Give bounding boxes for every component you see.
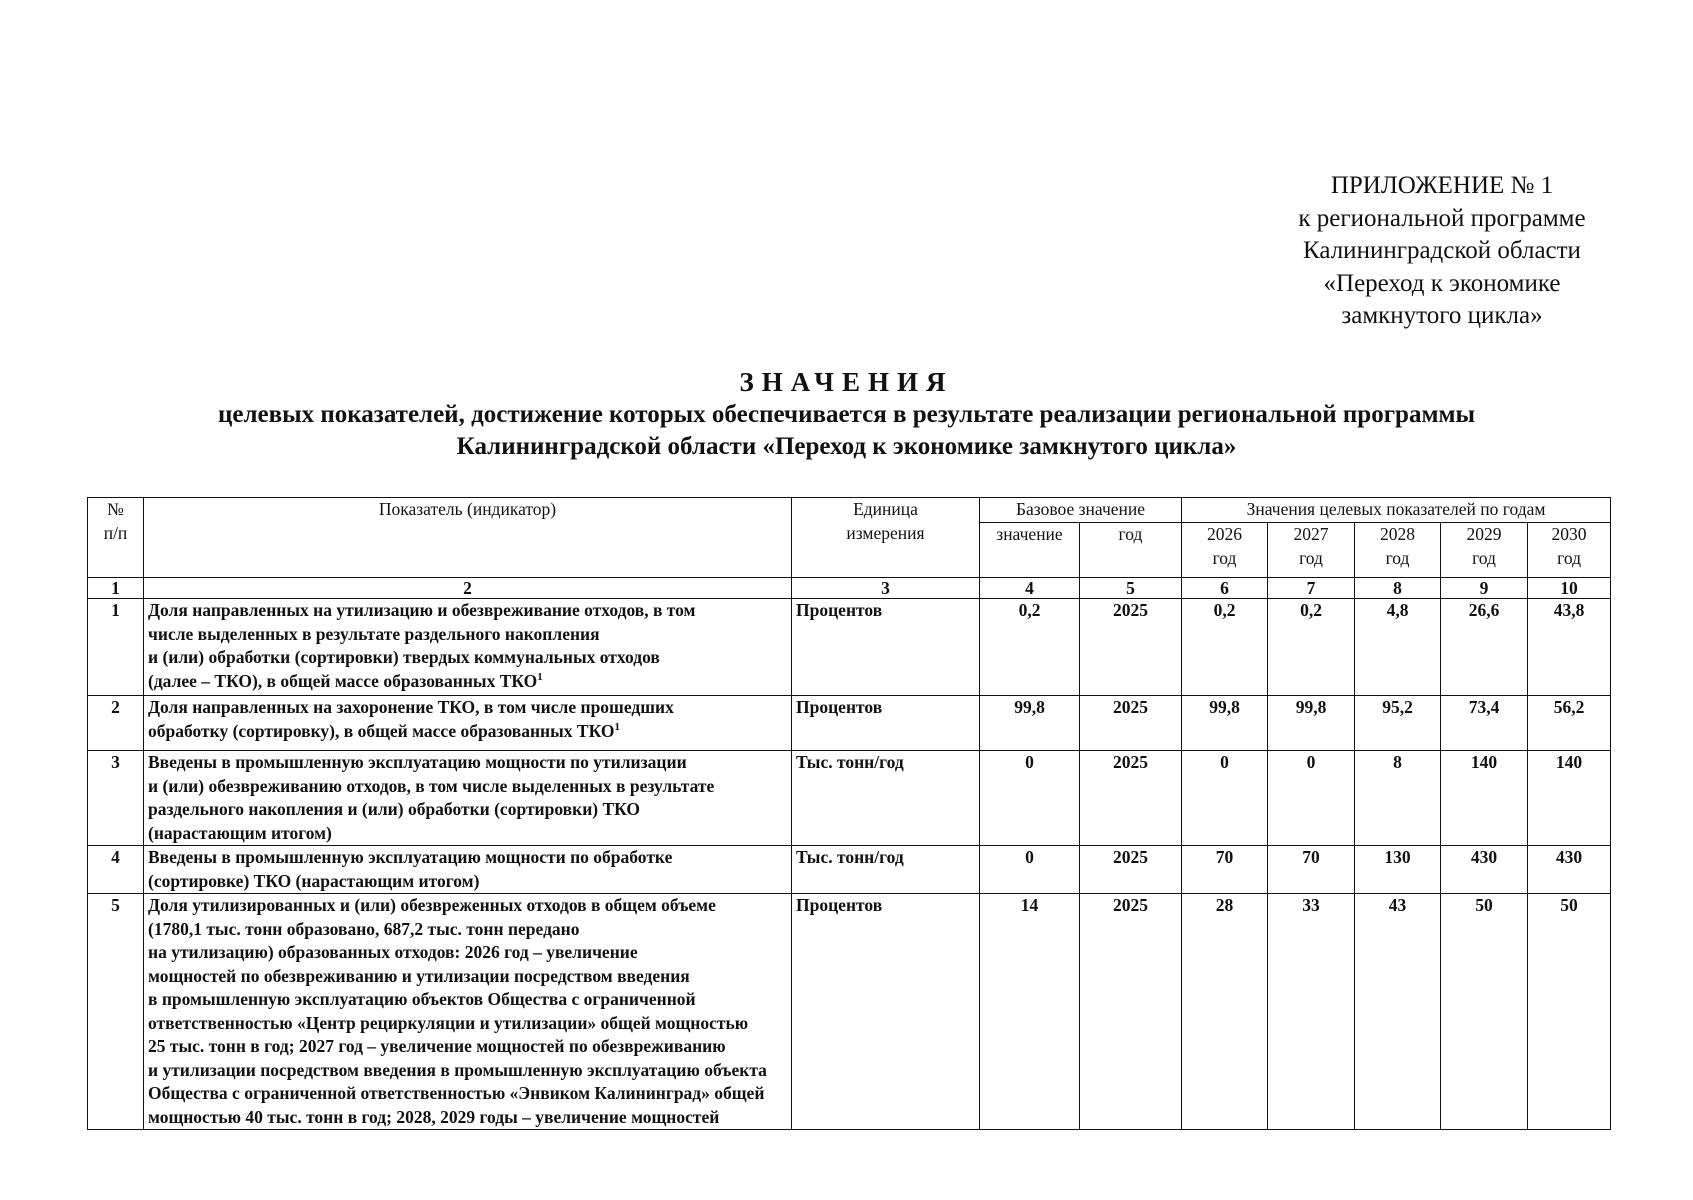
indicator-line-text: в промышленную эксплуатацию объектов Общества с ограниченной [148, 989, 696, 1009]
header-number-line: п/п [103, 522, 128, 543]
header-year-suffix: год [1557, 547, 1581, 568]
target-value-cell: 70 [1268, 846, 1355, 894]
column-number: 6 [1182, 578, 1268, 599]
unit-cell: Процентов [792, 599, 980, 696]
indicators-table [87, 497, 1611, 1130]
base-year-cell: 2025 [1080, 696, 1182, 751]
indicator-line [148, 941, 787, 965]
appendix-heading [1222, 170, 1662, 333]
indicator-line-text: раздельного накопления и (или) обработки (сортировки) ТКО [148, 799, 641, 819]
header-number [88, 498, 144, 578]
column-number: 1 [88, 578, 144, 599]
indicator-line-text: Введены в промышленную эксплуатацию мощности по обработке [148, 847, 673, 867]
header-year [1182, 523, 1268, 578]
header-year [1441, 523, 1528, 578]
unit-cell: Процентов [792, 894, 980, 1130]
header-year [1268, 523, 1355, 578]
header-year-number: 2026 [1207, 524, 1243, 544]
target-value-cell: 0 [1268, 751, 1355, 846]
appendix-line: «Переход к экономике [1323, 269, 1561, 297]
column-number: 5 [1080, 578, 1182, 599]
table-row [88, 846, 1611, 894]
title-subtitle: целевых показателей, достижение которых обеспечивается в результате реализации региональной программы [217, 401, 1476, 428]
target-value-cell: 0,2 [1268, 599, 1355, 696]
unit-cell: Процентов [792, 696, 980, 751]
column-number: 4 [980, 578, 1080, 599]
target-value-cell: 50 [1528, 894, 1611, 1130]
header-year-number: 2027 [1293, 524, 1329, 544]
table-header [88, 498, 1611, 599]
header-base-year: год [1080, 523, 1182, 578]
indicator-line-text: на утилизацию) образованных отходов: 2026 год – увеличение [148, 942, 638, 962]
header-unit [792, 498, 980, 578]
target-value-cell: 4,8 [1355, 599, 1441, 696]
table-row [88, 751, 1611, 846]
indicator-line-text: мощностью 40 тыс. тонн в год; 2028, 2029 годы – увеличение мощностей [148, 1106, 720, 1127]
row-number: 5 [88, 894, 144, 1130]
target-value-cell: 43 [1355, 894, 1441, 1130]
indicator-line-text: мощностей по обезвреживанию и утилизации посредством введения [148, 965, 690, 986]
row-number: 3 [88, 751, 144, 846]
target-value-cell: 8 [1355, 751, 1441, 846]
base-value-cell: 14 [980, 894, 1080, 1130]
base-year-cell: 2025 [1080, 846, 1182, 894]
target-value-cell: 0,2 [1182, 599, 1268, 696]
header-year-number: 2030 [1551, 524, 1587, 544]
target-value-cell: 99,8 [1182, 696, 1268, 751]
indicator-line-text: и (или) обработки (сортировки) твердых коммунальных отходов [148, 647, 660, 667]
indicator-name [144, 696, 792, 751]
indicator-line [148, 646, 787, 670]
column-number: 3 [792, 578, 980, 599]
base-value-cell: 0 [980, 846, 1080, 894]
row-number: 2 [88, 696, 144, 751]
header-year-number: 2029 [1466, 524, 1502, 544]
target-value-cell: 43,8 [1528, 599, 1611, 696]
table-row [88, 894, 1611, 1130]
header-indicator: Показатель (индикатор) [144, 498, 792, 578]
indicator-line-text: Доля направленных на утилизацию и обезвреживание отходов, в том [148, 600, 696, 620]
header-year-number: 2028 [1380, 524, 1416, 544]
row-number: 1 [88, 599, 144, 696]
target-value-cell: 95,2 [1355, 696, 1441, 751]
document-title [0, 365, 1693, 463]
title-main: ЗНАЧЕНИЯ [739, 367, 954, 397]
title-subtitle: Калининградской области «Переход к экономике замкнутого цикла» [456, 433, 1237, 460]
column-number: 8 [1355, 578, 1441, 599]
indicator-name [144, 599, 792, 696]
header-targets-group: Значения целевых показателей по годам [1182, 498, 1611, 523]
target-value-cell: 26,6 [1441, 599, 1528, 696]
target-value-cell: 28 [1182, 894, 1268, 1130]
appendix-line: Калининградской области [1303, 237, 1581, 264]
header-base-value: значение [980, 523, 1080, 578]
indicator-line-text: и утилизации посредством введения в промышленную эксплуатацию объекта [148, 1059, 767, 1080]
unit-cell: Тыс. тонн/год [792, 751, 980, 846]
indicator-line [148, 1106, 787, 1130]
target-value-cell: 0 [1182, 751, 1268, 846]
column-number: 9 [1441, 578, 1528, 599]
header-year [1528, 523, 1611, 578]
indicator-line-text: числе выделенных в результате раздельного накопления [148, 623, 600, 644]
indicator-line-text: обработку (сортировку), в общей массе образованных ТКО [148, 720, 615, 741]
indicator-line-text: Введены в промышленную эксплуатацию мощности по утилизации [148, 752, 687, 772]
base-year-cell: 2025 [1080, 894, 1182, 1130]
table-body [88, 599, 1611, 1130]
base-value-cell: 99,8 [980, 696, 1080, 751]
appendix-line: замкнутого цикла» [1341, 302, 1543, 329]
indicator-name [144, 751, 792, 846]
header-unit-line: измерения [846, 522, 925, 543]
table-row [88, 599, 1611, 696]
target-value-cell: 70 [1182, 846, 1268, 894]
indicator-line [148, 822, 787, 846]
indicator-line [148, 599, 787, 623]
indicator-line-text: (1780,1 тыс. тонн образовано, 687,2 тыс. тонн передано [148, 918, 580, 939]
indicator-name [144, 846, 792, 894]
indicator-line [148, 1012, 787, 1036]
header-year-suffix: год [1299, 547, 1323, 568]
indicator-line-text: 25 тыс. тонн в год; 2027 год – увеличение мощностей по обезвреживанию [148, 1036, 726, 1056]
indicator-line-text: (далее – ТКО), в общей массе образованных ТКО [148, 670, 538, 691]
target-value-cell: 130 [1355, 846, 1441, 894]
base-value-cell: 0,2 [980, 599, 1080, 696]
base-value-cell: 0 [980, 751, 1080, 846]
column-number: 2 [144, 578, 792, 599]
target-value-cell: 73,4 [1441, 696, 1528, 751]
target-value-cell: 50 [1441, 894, 1528, 1130]
target-value-cell: 430 [1441, 846, 1528, 894]
header-year-suffix: год [1472, 547, 1496, 568]
header-base-group: Базовое значение [980, 498, 1182, 523]
indicator-line-text: Доля направленных на захоронение ТКО, в том числе прошедших [148, 697, 674, 717]
target-value-cell: 33 [1268, 894, 1355, 1130]
indicator-line [148, 846, 787, 870]
indicator-line-text: Доля утилизированных и (или) обезвреженных отходов в общем объеме [148, 895, 716, 915]
target-value-cell: 140 [1528, 751, 1611, 846]
indicator-line-text: ответственностью «Центр рециркуляции и утилизации» общей мощностью [148, 1012, 749, 1033]
column-number: 10 [1528, 578, 1611, 599]
target-value-cell: 430 [1528, 846, 1611, 894]
footnote-marker: 1 [614, 720, 620, 733]
target-value-cell: 140 [1441, 751, 1528, 846]
target-value-cell: 56,2 [1528, 696, 1611, 751]
header-year-suffix: год [1212, 547, 1237, 568]
indicator-line [148, 798, 787, 822]
indicator-line [148, 696, 787, 720]
base-year-cell: 2025 [1080, 599, 1182, 696]
indicator-line [148, 1035, 787, 1059]
header-number-line: № [107, 499, 124, 519]
table-row [88, 696, 1611, 751]
footnote-marker: 1 [537, 670, 543, 683]
header-unit-line: Единица [853, 499, 918, 519]
indicator-line [148, 894, 787, 918]
indicator-line [148, 1059, 787, 1083]
unit-cell: Тыс. тонн/год [792, 846, 980, 894]
indicator-line-text: (нарастающим итогом) [148, 822, 332, 843]
row-number: 4 [88, 846, 144, 894]
target-value-cell: 99,8 [1268, 696, 1355, 751]
base-year-cell: 2025 [1080, 751, 1182, 846]
indicator-line [148, 751, 787, 775]
indicator-line [148, 623, 787, 647]
indicator-line [148, 988, 787, 1012]
column-number: 7 [1268, 578, 1355, 599]
indicator-name [144, 894, 792, 1130]
header-year-suffix: год [1385, 547, 1410, 568]
indicator-line [148, 775, 787, 799]
indicator-line [148, 918, 787, 942]
appendix-line: ПРИЛОЖЕНИЕ № 1 [1330, 172, 1554, 199]
indicator-line-text: и (или) обезвреживанию отходов, в том числе выделенных в результате [148, 775, 715, 796]
column-numbers-row [88, 578, 1611, 599]
indicator-line [148, 870, 787, 894]
indicator-line [148, 1082, 787, 1106]
indicator-line-text: Общества с ограниченной ответственностью «Энвиком Калининград» общей [148, 1083, 765, 1103]
indicator-line [148, 720, 787, 744]
indicator-line-text: (сортировке) ТКО (нарастающим итогом) [148, 870, 480, 891]
indicator-line [148, 670, 787, 694]
indicator-line [148, 965, 787, 989]
appendix-line: к региональной программе [1298, 204, 1586, 232]
header-year [1355, 523, 1441, 578]
